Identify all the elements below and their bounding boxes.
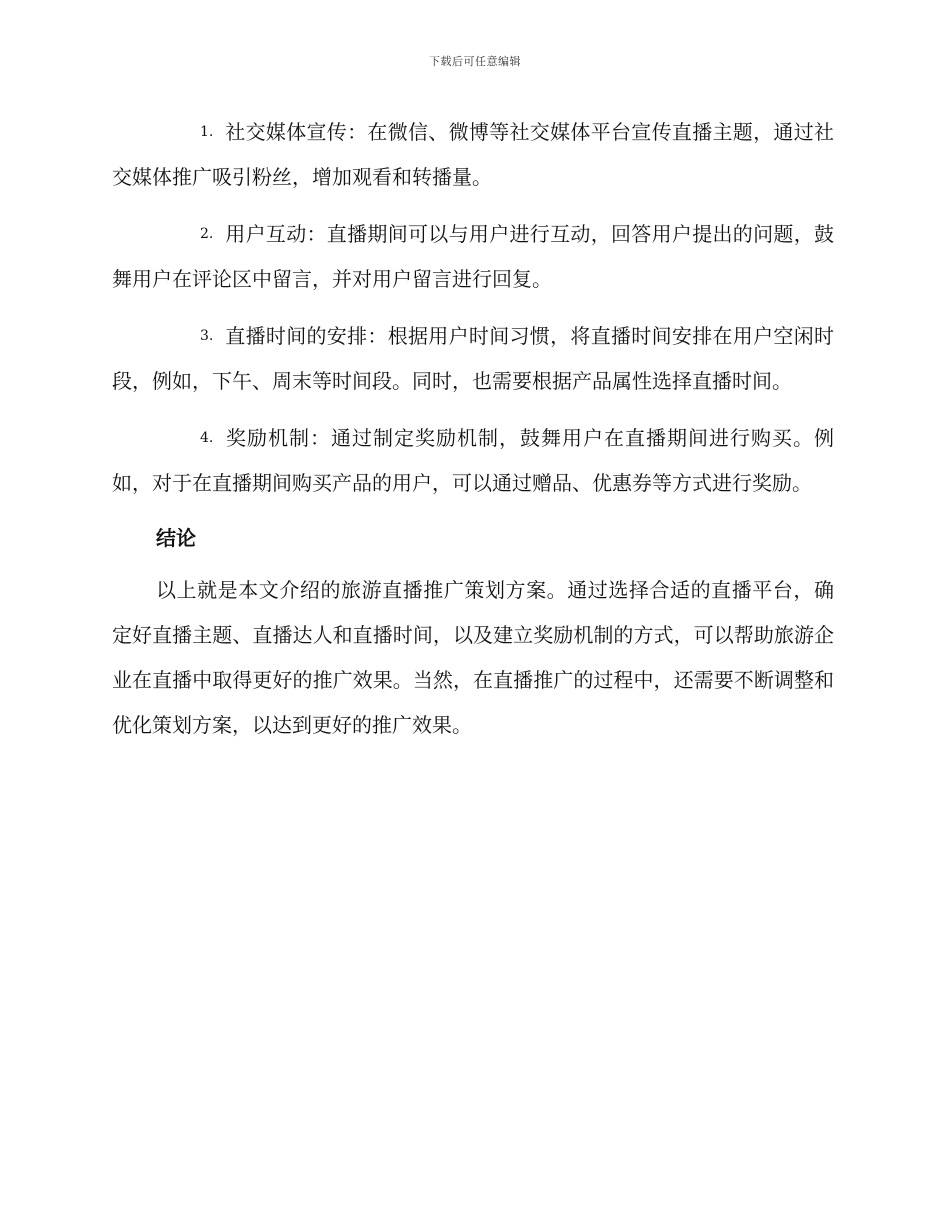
list-item-text: 奖励机制：通过制定奖励机制，鼓舞用户在直播期间进行购买。例如，对于在直播期间购买产品的用户，可以通过赠品、优惠券等方式进行奖励。 <box>112 426 834 495</box>
list-item-number: 1. <box>200 124 214 140</box>
section-heading-conclusion: 结论 <box>156 526 196 550</box>
list-item-number: 2. <box>200 226 214 242</box>
page-header: 下载后可任意编辑 <box>429 55 521 68</box>
list-item-text: 直播时间的安排：根据用户时间习惯，将直播时间安排在用户空闲时段，例如，下午、周末等时间段。同时，也需要根据产品属性选择直播时间。 <box>112 324 834 393</box>
document-body <box>112 110 834 760</box>
list-item <box>112 314 834 404</box>
list-item-number: 4. <box>200 430 214 446</box>
list-item <box>112 212 834 302</box>
list-item <box>112 416 834 506</box>
list-item <box>112 110 834 200</box>
list-item-text: 社交媒体宣传：在微信、微博等社交媒体平台宣传直播主题，通过社交媒体推广吸引粉丝，增加观看和转播量。 <box>112 120 834 189</box>
list-item-text: 用户互动：直播期间可以与用户进行互动，回答用户提出的问题，鼓舞用户在评论区中留言，并对用户留言进行回复。 <box>112 222 834 291</box>
conclusion-paragraph: 以上就是本文介绍的旅游直播推广策划方案。通过选择合适的直播平台，确定好直播主题、直播达人和直播时间，以及建立奖励机制的方式，可以帮助旅游企业在直播中取得更好的推广效果。当然，在直播推广的过程中，还需要不断调整和优化策划方案，以达到更好的推广效果。 <box>112 578 834 737</box>
list-item-number: 3. <box>200 328 214 344</box>
